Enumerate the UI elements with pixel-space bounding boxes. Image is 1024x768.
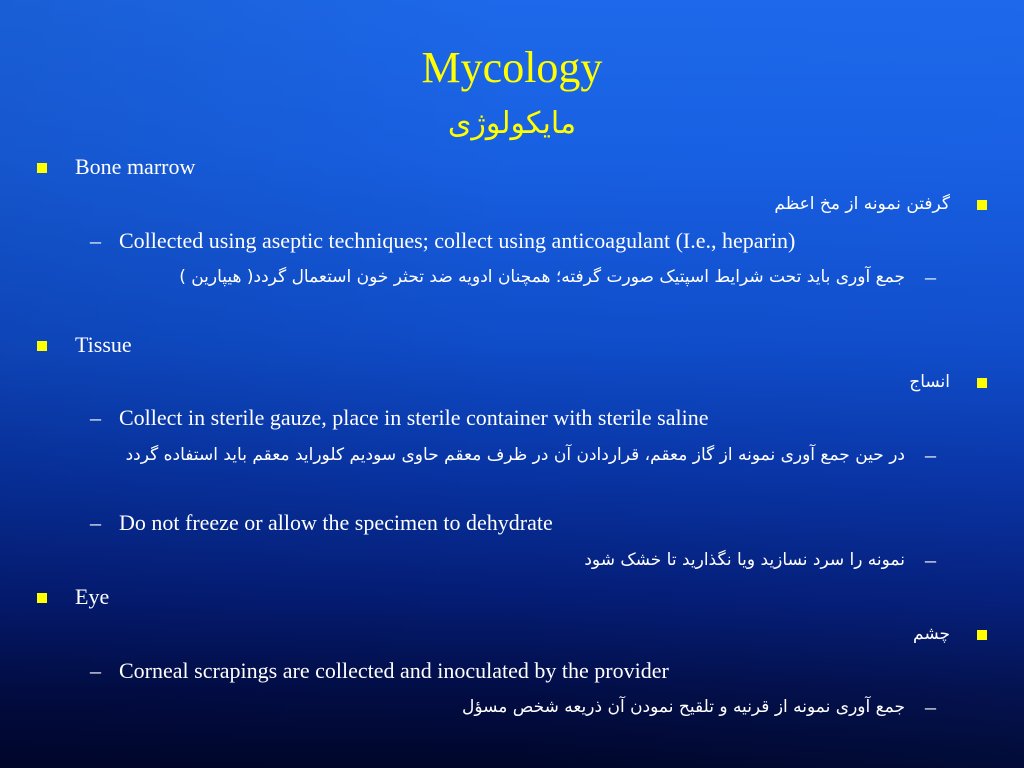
dash-bullet: –	[90, 510, 101, 535]
dash-bullet: –	[90, 405, 101, 430]
dash-bullet: –	[90, 658, 101, 683]
sub-item-sterile-gauze	[0, 403, 1024, 433]
square-bullet-icon	[37, 593, 47, 603]
sub-item-aseptic-collection-persian	[0, 262, 1024, 292]
bullet-text: چشم	[913, 624, 950, 644]
sub-item-corneal-scrapings-persian	[0, 692, 1024, 722]
square-bullet-icon	[37, 163, 47, 173]
bullet-item-bone-marrow	[0, 152, 1024, 182]
sub-item-text: جمع آوری باید تحت شرایط اسپتیک صورت گرفته؛ همچنان ادویه ضد تحثر خون استعمال گردد( هیپارین )	[179, 267, 905, 287]
bullet-item-bone-marrow-persian	[0, 189, 1024, 219]
dash-bullet: –	[90, 228, 101, 253]
bullet-text: گرفتن نمونه از مخ اعظم	[774, 194, 950, 214]
sub-item-text: Collected using aseptic techniques; collect using anticoagulant (I.e., heparin)	[119, 228, 796, 253]
dash-bullet: –	[925, 442, 936, 467]
bullet-item-tissue	[0, 330, 1024, 360]
bullet-text: Bone marrow	[75, 154, 196, 179]
bullet-item-eye-persian	[0, 619, 1024, 649]
sub-item-do-not-freeze-persian	[0, 545, 1024, 575]
sub-item-corneal-scrapings	[0, 656, 1024, 686]
sub-item-text: Collect in sterile gauze, place in sterile container with sterile saline	[119, 405, 709, 430]
sub-item-aseptic-collection	[0, 226, 1024, 256]
sub-item-text: Corneal scrapings are collected and inoculated by the provider	[119, 658, 669, 683]
sub-item-text: جمع آوری نمونه از قرنیه و تلقیح نمودن آن ذریعه شخص مسؤل	[461, 697, 905, 717]
sub-item-text: نمونه را سرد نسازید ویا نگذارید تا خشک شود	[584, 550, 905, 570]
sub-item-sterile-gauze-persian	[0, 440, 1024, 470]
dash-bullet: –	[925, 264, 936, 289]
sub-item-text: در حین جمع آوری نمونه از گاز معقم، قراردادن آن در ظرف معقم حاوی سودیم کلوراید معقم باید استفاده گردد	[125, 445, 905, 465]
bullet-text: Eye	[75, 584, 110, 609]
slide-title: Mycology	[421, 43, 603, 92]
sub-item-do-not-freeze	[0, 508, 1024, 538]
slide-subtitle: مایکولوژی	[447, 106, 577, 141]
square-bullet-icon	[977, 200, 987, 210]
bullet-text: Tissue	[75, 332, 132, 357]
bullet-item-tissue-persian	[0, 367, 1024, 397]
dash-bullet: –	[925, 547, 936, 572]
bullet-item-eye	[0, 582, 1024, 612]
sub-item-text: Do not freeze or allow the specimen to dehydrate	[119, 510, 553, 535]
bullet-text: انساج	[909, 372, 950, 392]
square-bullet-icon	[37, 341, 47, 351]
dash-bullet: –	[925, 694, 936, 719]
square-bullet-icon	[977, 630, 987, 640]
square-bullet-icon	[977, 378, 987, 388]
